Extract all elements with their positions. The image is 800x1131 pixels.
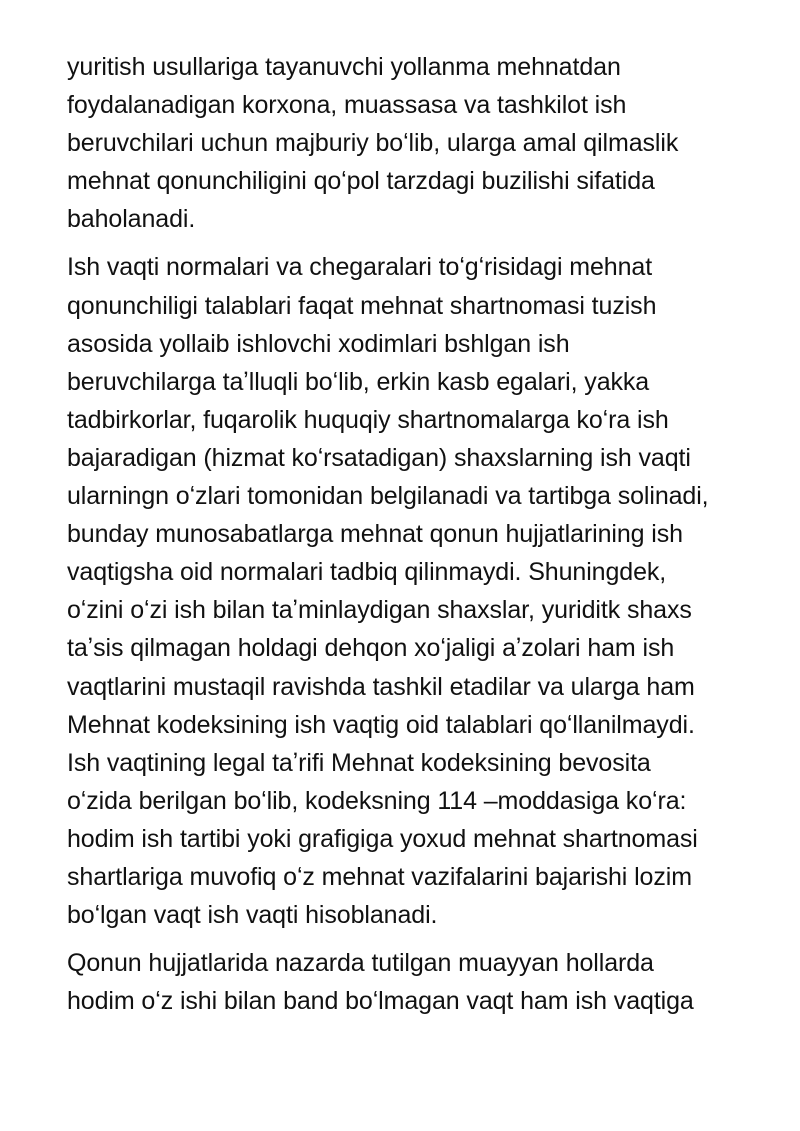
- paragraph-3: [67, 944, 767, 1020]
- text-line: boʻlgan vaqt ish vaqti hisoblanadi.: [67, 901, 438, 930]
- text-line: baholanadi.: [67, 205, 196, 234]
- text-line: shartlariga muvofiq oʻz mehnat vazifalarini bajarishi lozim: [67, 862, 692, 891]
- text-line: hodim oʻz ishi bilan band boʻlmagan vaqt ham ish vaqtiga: [67, 987, 694, 1016]
- text-line: ularningn oʻzlari tomonidan belgilanadi va tartibga solinadi,: [67, 482, 709, 511]
- text-line: mehnat qonunchiligini qoʻpol tarzdagi buzilishi sifatida: [67, 167, 655, 196]
- paragraph-2: [67, 248, 767, 934]
- text-line: yuritish usullariga tayanuvchi yollanma mehnatdan: [67, 53, 621, 81]
- text-line: Qonun hujjatlarida nazarda tutilgan muayyan hollarda: [67, 949, 654, 978]
- text-line: bunday munosabatlarga mehnat qonun hujjatlarining ish: [67, 520, 683, 549]
- text-line: oʻzini oʻzi ish bilan taʼminlaydigan shaxslar, yuriditk shaxs: [67, 596, 692, 625]
- text-line: Mehnat kodeksining ish vaqtig oid talablari qoʻllanilmaydi.: [67, 710, 695, 739]
- text-line: taʼsis qilmagan holdagi dehqon xoʻjaligi aʼzolari ham ish: [67, 634, 675, 663]
- text-line: oʻzida berilgan boʻlib, kodeksning 114 –moddasiga koʻra:: [67, 786, 687, 815]
- text-line: Ish vaqtining legal taʼrifi Mehnat kodeksining bevosita: [67, 748, 651, 777]
- text-line: vaqtlarini mustaqil ravishda tashkil etadilar va ularga ham: [67, 672, 695, 701]
- text-line: foydalanadigan korxona, muassasa va tashkilot ish: [67, 91, 627, 120]
- text-line: bajaradigan (hizmat koʻrsatadigan) shaxslarning ish vaqti: [67, 443, 691, 472]
- text-line: hodim ish tartibi yoki grafigiga yoxud mehnat shartnomasi: [67, 824, 698, 853]
- text-line: qonunchiligi talablari faqat mehnat shartnomasi tuzish: [67, 291, 657, 320]
- text-line: asosida yollaib ishlovchi xodimlari bshlgan ish: [67, 329, 570, 358]
- document-page: [67, 48, 767, 1020]
- text-line: beruvchilarga taʼlluqli boʻlib, erkin kasb egalari, yakka: [67, 367, 650, 396]
- paragraph-1: [67, 48, 767, 238]
- text-line: beruvchilari uchun majburiy boʻlib, ularga amal qilmaslik: [67, 129, 679, 158]
- text-line: tadbirkorlar, fuqarolik huquqiy shartnomalarga koʻra ish: [67, 405, 669, 434]
- text-line: vaqtigsha oid normalari tadbiq qilinmaydi. Shuningdek,: [67, 558, 667, 587]
- text-line: Ish vaqti normalari va chegaralari toʻgʻrisidagi mehnat: [67, 253, 653, 282]
